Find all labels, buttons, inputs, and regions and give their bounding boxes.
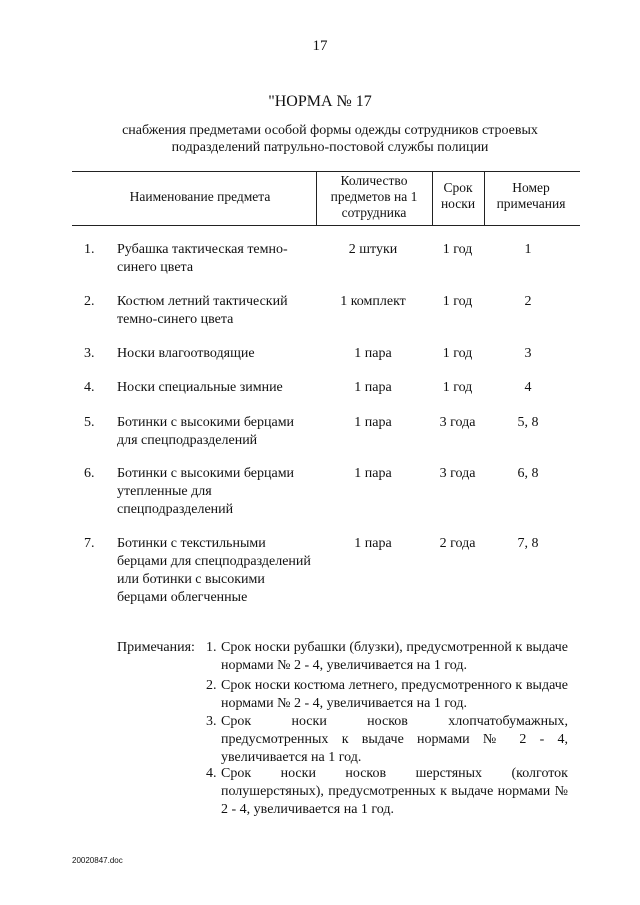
column-divider [484,171,485,225]
notes-label: Примечания: [117,640,195,655]
row-note-number: 7, 8 [517,536,539,551]
page-number: 17 [312,38,328,54]
note-item [206,639,568,675]
row-term: 2 года [439,536,476,551]
note-number: 3. [206,714,217,729]
document-filename: 20020847.doc [72,856,123,865]
row-number: 2. [84,294,95,309]
row-note-number: 3 [524,346,532,361]
column-divider [316,171,317,225]
row-term: 3 года [439,415,476,430]
row-quantity: 1 пара [354,415,392,430]
note-text: Срок носки рубашки (блузки), предусмотренной к выдаче нормами № 2 - 4, увеличивается на 1 год. [221,640,568,673]
note-number: 1. [206,640,217,655]
row-term: 1 год [442,242,473,257]
row-quantity: 1 пара [354,466,392,481]
header-note: Номер примечания [496,180,566,211]
row-item-name: Ботинки с текстильными берцами для спецподразделений или ботинки с высокими берцами облегченные [117,536,311,605]
row-quantity: 1 комплект [340,294,406,309]
row-item-name: Носки специальные зимние [117,380,283,395]
row-quantity: 1 пара [354,346,392,361]
header-qty: Количество предметов на 1 сотрудника [330,173,418,220]
row-term: 3 года [439,466,476,481]
table-top-rule [72,171,580,172]
document-title: "НОРМА № 17 [268,93,372,110]
row-term: 1 год [442,294,473,309]
row-note-number: 2 [524,294,532,309]
row-item-name: Носки влагоотводящие [117,346,255,361]
note-item [206,713,568,767]
document-subtitle: снабжения предметами особой формы одежды сотрудников строевых подразделений патрульно-постовой службы полиции [122,123,538,155]
column-divider [432,171,433,225]
row-item-name: Рубашка тактическая темно-синего цвета [117,242,288,275]
row-item-name: Ботинки с высокими берцами для спецподразделений [117,415,295,448]
row-quantity: 1 пара [354,380,392,395]
row-item-name: Ботинки с высокими берцами утепленные для спецподразделений [117,466,295,517]
table-header-bottom-rule [72,225,580,226]
header-term: Срок носки [440,180,476,211]
row-term: 1 год [442,346,473,361]
note-number: 4. [206,766,217,781]
note-text: Срок носки носков хлопчатобумажных, предусмотренных к выдаче нормами № 2 - 4, увеличивается на 1 год. [221,714,568,765]
row-note-number: 1 [524,242,532,257]
row-number: 7. [84,536,95,551]
row-number: 3. [84,346,95,361]
row-quantity: 2 штуки [348,242,398,257]
row-note-number: 6, 8 [517,466,539,481]
row-number: 4. [84,380,95,395]
row-item-name: Костюм летний тактический темно-синего цвета [117,294,288,327]
row-note-number: 4 [524,380,532,395]
row-note-number: 5, 8 [517,415,539,430]
row-quantity: 1 пара [354,536,392,551]
note-text: Срок носки костюма летнего, предусмотренного к выдаче нормами № 2 - 4, увеличивается на 1 год. [221,678,568,711]
note-text: Срок носки носков шерстяных (колготок полушерстяных), предусмотренных к выдаче нормами № 2 - 4, увеличивается на 1 год. [221,766,568,817]
header-name: Наименование предмета [129,189,271,204]
note-item [206,677,568,713]
row-number: 5. [84,415,95,430]
row-term: 1 год [442,380,473,395]
note-item [206,765,568,819]
row-number: 1. [84,242,95,257]
note-number: 2. [206,678,217,693]
row-number: 6. [84,466,95,481]
